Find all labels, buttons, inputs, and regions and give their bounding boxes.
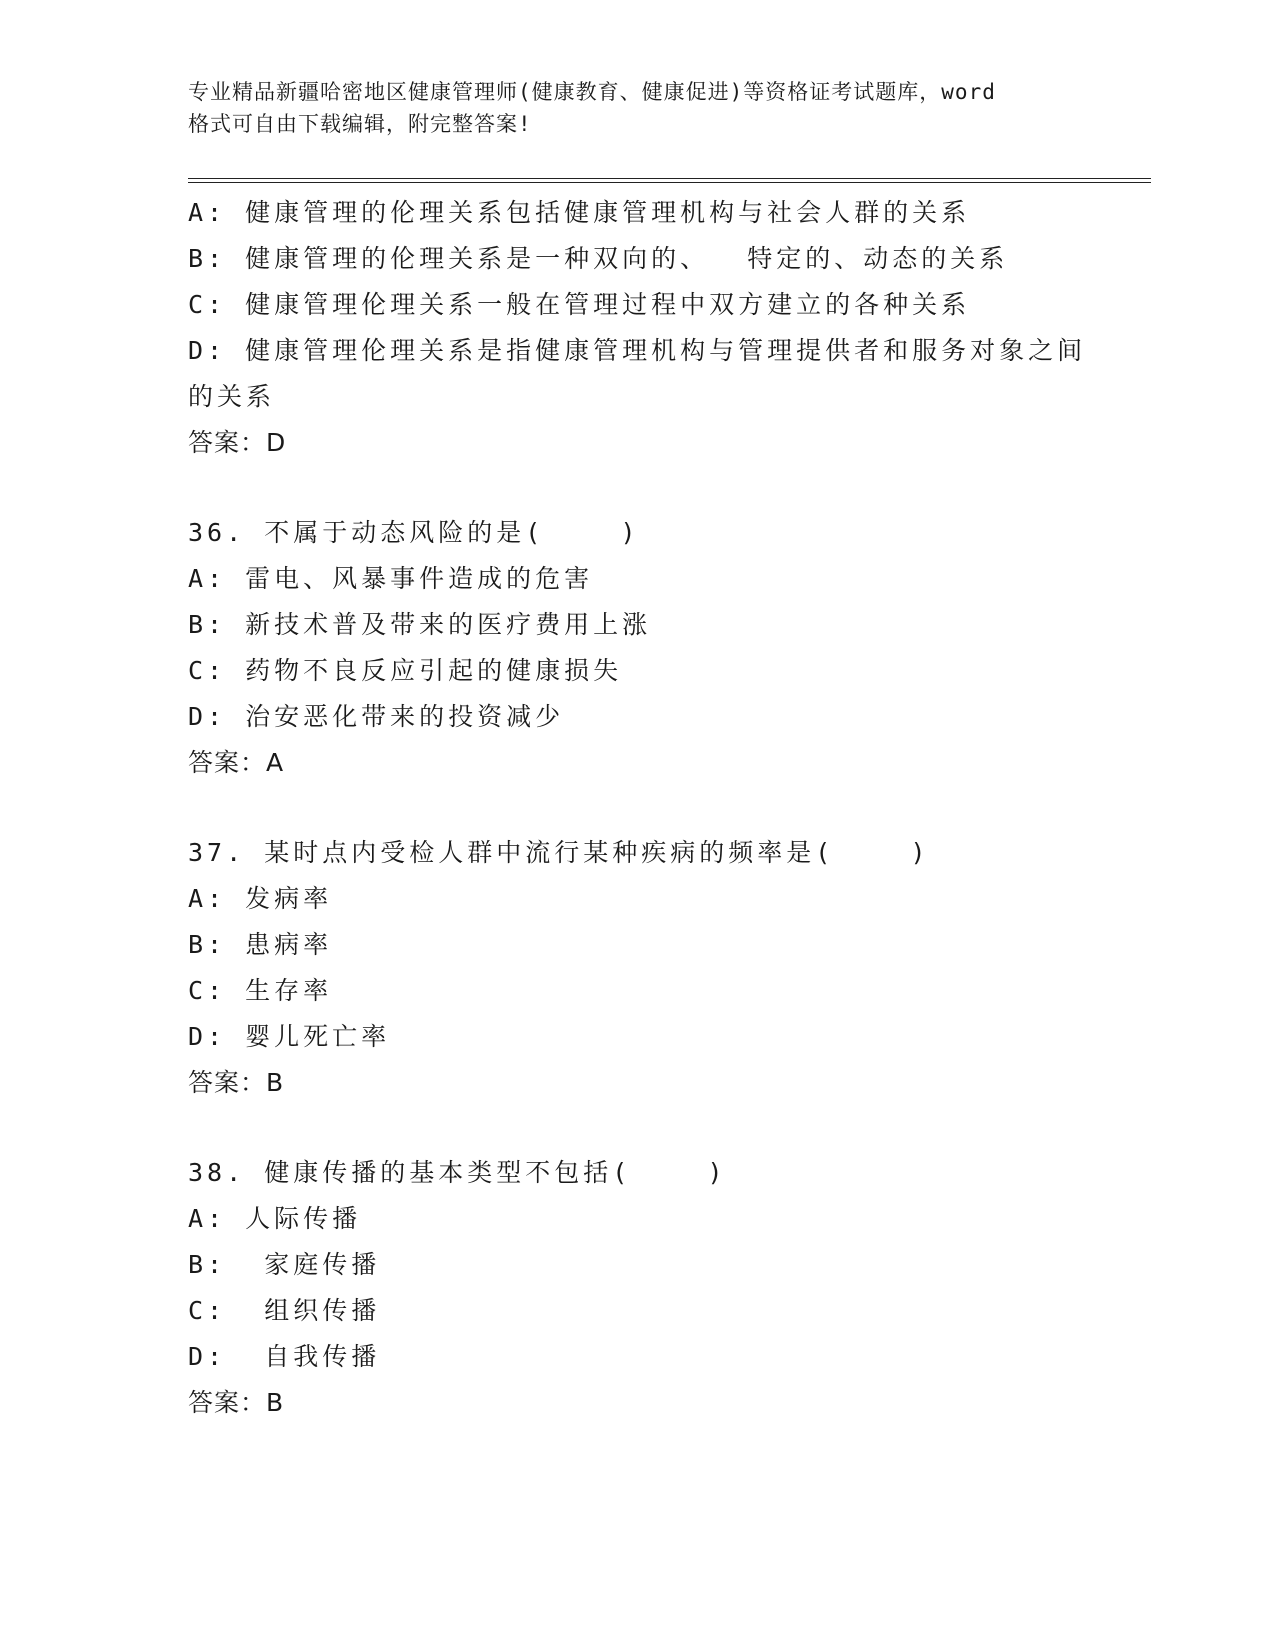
option-d: D: 婴儿死亡率	[188, 1022, 391, 1051]
option-d-continued: 的关系	[188, 382, 276, 411]
spacer	[188, 466, 1088, 510]
option-a: A: 雷电、风暴事件造成的危害	[188, 564, 594, 593]
option-b: B: 健康管理的伦理关系是一种双向的、 特定的、动态的关系	[188, 244, 1009, 273]
question-list	[188, 190, 1088, 1426]
question-35-continued	[188, 190, 1088, 466]
option-a: A: 发病率	[188, 884, 333, 913]
option-c: C: 健康管理伦理关系一般在管理过程中双方建立的各种关系	[188, 290, 971, 319]
spacer	[188, 786, 1088, 830]
question-38	[188, 1150, 1088, 1426]
header-line-1: 专业精品新疆哈密地区健康管理师(健康教育、健康促进)等资格证考试题库，word	[188, 80, 996, 104]
spacer	[188, 1106, 1088, 1150]
header-divider-bottom	[188, 182, 1151, 183]
question-stem: 38. 健康传播的基本类型不包括( )	[188, 1158, 727, 1187]
answer-label: 答案：B	[188, 1388, 285, 1417]
header-line-2: 格式可自由下载编辑，附完整答案!	[188, 112, 532, 136]
header-divider-top	[188, 178, 1151, 179]
option-b: B: 新技术普及带来的医疗费用上涨	[188, 610, 652, 639]
question-37	[188, 830, 1088, 1106]
option-b: B: 家庭传播	[188, 1250, 381, 1279]
option-a: A: 健康管理的伦理关系包括健康管理机构与社会人群的关系	[188, 198, 971, 227]
document-header	[188, 76, 1088, 140]
option-c: C: 药物不良反应引起的健康损失	[188, 656, 623, 685]
answer-label: 答案：B	[188, 1068, 285, 1097]
option-a: A: 人际传播	[188, 1204, 362, 1233]
option-d: D: 治安恶化带来的投资减少	[188, 702, 565, 731]
option-d: D: 自我传播	[188, 1342, 381, 1371]
question-36	[188, 510, 1088, 786]
question-stem: 37. 某时点内受检人群中流行某种疾病的频率是( )	[188, 838, 930, 867]
option-c: C: 组织传播	[188, 1296, 381, 1325]
answer-label: 答案：D	[188, 428, 287, 457]
option-d: D: 健康管理伦理关系是指健康管理机构与管理提供者和服务对象之间	[188, 336, 1087, 365]
option-b: B: 患病率	[188, 930, 333, 959]
question-stem: 36. 不属于动态风险的是( )	[188, 518, 640, 547]
option-c: C: 生存率	[188, 976, 333, 1005]
answer-label: 答案：A	[188, 748, 285, 777]
